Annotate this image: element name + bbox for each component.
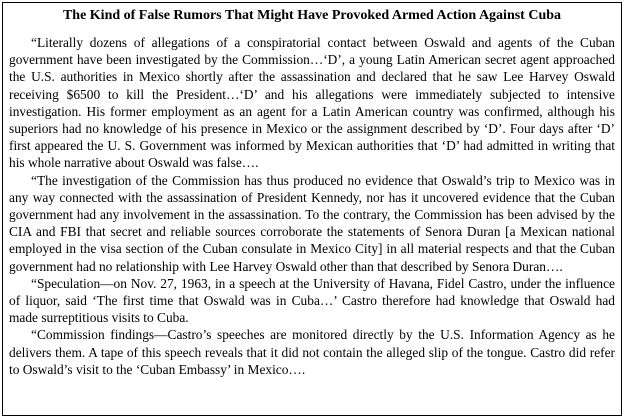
paragraph-3: “Speculation—on Nov. 27, 1963, in a speech at the University of Havana, Fidel Castro, under the influence of liquor, said ‘The first time that Oswald was in Cuba…’ Castro therefore had knowledge that Oswald had made surreptitious visits to Cuba. bbox=[9, 275, 615, 326]
paragraph-2: “The investigation of the Commission has thus produced no evidence that Oswald’s trip to Mexico was in any way connected with the assassination of President Kennedy, nor has it uncovered evidence that the Cuban government had any involvement in the assassination. To the contrary, the Commission has been advised by the CIA and FBI that secret and reliable sources corroborate the statements of Senora Duran [a Mexican national employed in the visa section of the Cuban consulate in Mexico City] in all material respects and that the Cuban government had no relationship with Lee Harvey Oswald other than that described by Senora Duran…. bbox=[9, 172, 615, 274]
paragraph-1: “Literally dozens of allegations of a conspiratorial contact between Oswald and agents of the Cuban government have been investigated by the Commission…‘D’, a young Latin American secret agent approached the U.S. authorities in Mexico shortly after the assassination and declared that he saw Lee Harvey Oswald receiving $6500 to kill the President…‘D’ and his allegations were immediately subjected to intensive investigation. His former employment as an agent for a Latin American country was confirmed, although his superiors had no knowledge of his presence in Mexico or the assignment described by ‘D’. Four days after ‘D’ first appeared the U. S. Government was informed by Mexican authorities that ‘D’ had admitted in writing that his whole narrative about Oswald was false…. bbox=[9, 35, 615, 171]
paragraph-4: “Commission findings—Castro’s speeches are monitored directly by the U.S. Information Agency as he delivers them. A tape of this speech reveals that it did not contain the alleged slip of the tongue. Castro did refer to Oswald’s visit to the ‘Cuban Embassy’ in Mexico…. bbox=[9, 327, 615, 377]
document-title: The Kind of False Rumors That Might Have Provoked Armed Action Against Cuba bbox=[62, 8, 562, 23]
document-frame bbox=[2, 2, 622, 416]
